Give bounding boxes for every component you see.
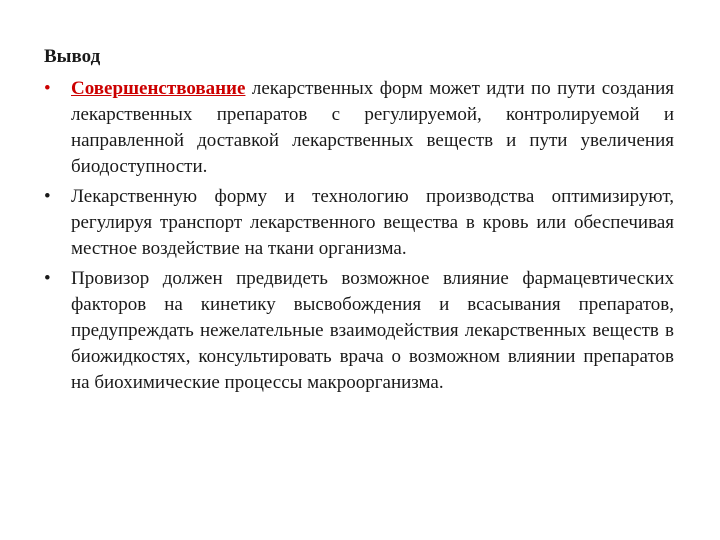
bullet-text: Провизор должен предвидеть возможное влияние фармацевтических факторов на кинетику высвобождения и всасывания препаратов, предупреждать нежелательные взаимодействия лекарственных веществ в биожидкостях, консультировать врача о возможном влиянии препаратов на биохимические процессы макроорганизма. (71, 268, 674, 393)
bullet-marker: • (44, 268, 51, 289)
bullet-list (44, 76, 674, 400)
bullet-text: Лекарственную форму и технологию производства оптимизируют, регулируя транспорт лекарственного вещества в кровь или обеспечивая местное воздействие на ткани организма. (71, 186, 674, 259)
bullet-marker: • (44, 186, 51, 207)
bullet-item-3 (44, 266, 674, 396)
bullet-item-2 (44, 184, 674, 262)
bullet-item-1 (44, 76, 674, 180)
slide-title: Вывод (44, 46, 101, 67)
bullet-text: лекарственных форм может идти по пути создания лекарственных препаратов с регулируемой, контролируемой и направленной доставкой лекарственных веществ и пути увеличения биодоступности. (71, 78, 674, 177)
bullet-marker: • (44, 78, 51, 99)
highlighted-term: Совершенствование (71, 78, 246, 99)
